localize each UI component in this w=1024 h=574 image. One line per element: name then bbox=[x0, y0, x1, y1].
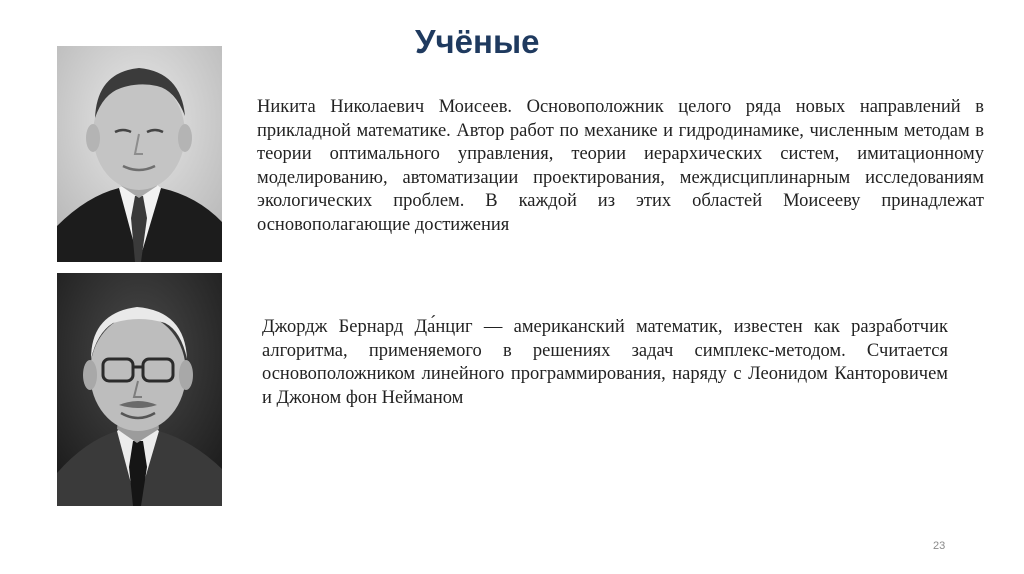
portrait-photo-moiseev bbox=[57, 46, 222, 262]
slide-title: Учёные bbox=[415, 23, 540, 60]
scientist-bio-dantzig: Джордж Бернард Да́нциг — американский математик, известен как разработчик алгоритма, применяемого в решениях задач симплекс-методом. Считается основоположником линейного программирования, наряду с Леонидом Канторовичем и Джоном фон Нейманом bbox=[262, 317, 948, 408]
portrait-photo-dantzig bbox=[57, 273, 222, 506]
scientist-bio-moiseev: Никита Николаевич Моисеев. Основоположник целого ряда новых направлений в прикладной математике. Автор работ по механике и гидродинамике, численным методам в теории оптимального управления, теории иерархических систем, имитационному моделированию, автоматизации проектирования, междисциплинарным исследованиям экологических проблем. В каждой из этих областей Моисееву принадлежат основополагающие достижения bbox=[257, 97, 984, 235]
page-number: 23 bbox=[933, 540, 946, 552]
